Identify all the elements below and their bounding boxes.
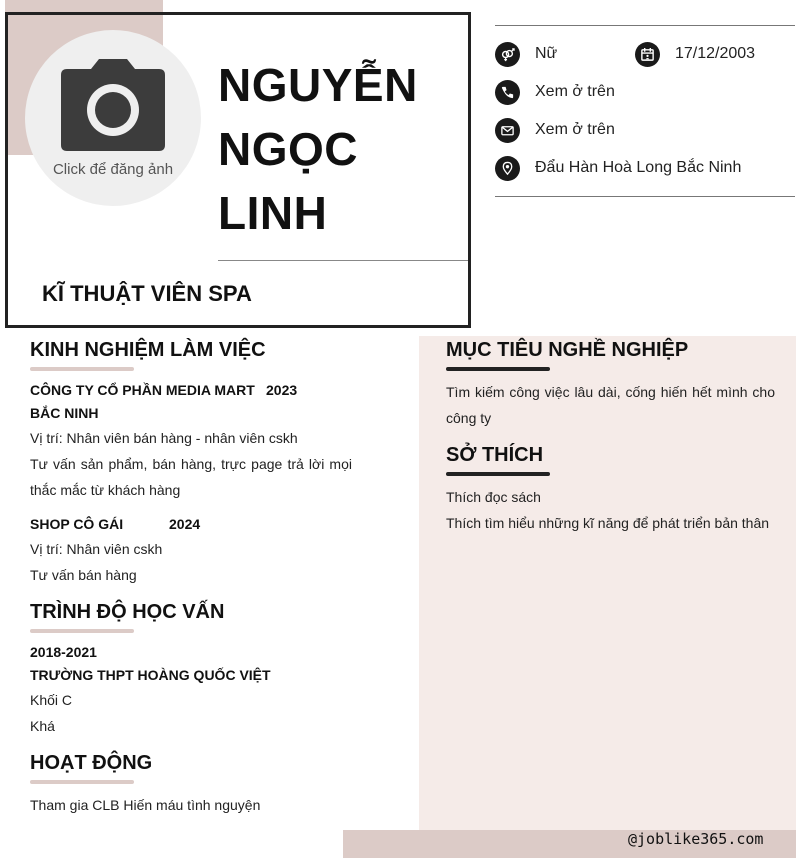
objective-title: MỤC TIÊU NGHỀ NGHIỆP (446, 339, 689, 361)
camera-icon (59, 59, 167, 151)
job-title: KĨ THUẬT VIÊN SPA (42, 281, 252, 306)
activity-item: Tham gia CLB Hiến máu tình nguyện (30, 797, 261, 813)
location-icon (495, 156, 520, 181)
job-1-company-line2: BẮC NINH (30, 405, 99, 421)
activities-underline (30, 780, 134, 784)
calendar-icon (635, 42, 660, 67)
name-line-2: NGỌC (218, 123, 358, 175)
job-1-company: CÔNG TY CỔ PHẦN MEDIA MART (30, 382, 255, 398)
education-school: TRƯỜNG THPT HOÀNG QUỐC VIỆT (30, 667, 271, 683)
gender-text: Nữ (535, 45, 558, 62)
email-icon (495, 118, 520, 143)
phone-icon (495, 80, 520, 105)
hobbies-underline (446, 472, 550, 476)
job-2-description: Tư vấn bán hàng (30, 567, 137, 583)
phone-text: Xem ở trên (535, 83, 615, 100)
activities-title: HOẠT ĐỘNG (30, 752, 153, 774)
footer-watermark: @joblike365.com (628, 830, 764, 848)
email-text: Xem ở trên (535, 121, 615, 138)
avatar-caption: Click để đăng ảnh (52, 160, 174, 178)
name-line-3: LINH (218, 187, 328, 239)
name-separator (218, 260, 468, 261)
contact-bottom-rule (495, 196, 795, 197)
objective-underline (446, 367, 550, 371)
job-2-year: 2024 (169, 516, 201, 532)
education-period: 2018-2021 (30, 644, 97, 660)
job-2-company: SHOP CÔ GÁI (30, 516, 124, 532)
objective-text: Tìm kiếm công việc lâu dài, cống hiến hết mình cho công ty (446, 384, 775, 426)
gender-icon (495, 42, 520, 67)
experience-underline (30, 367, 134, 371)
hobby-item: Thích tìm hiểu những kĩ năng để phát triển bản thân (446, 515, 770, 531)
education-grade: Khá (30, 718, 55, 734)
job-1-position: Vị trí: Nhân viên bán hàng - nhân viên cskh (30, 430, 298, 446)
job-2-position: Vị trí: Nhân viên cskh (30, 541, 163, 557)
name-line-1: NGUYỄN (218, 59, 418, 111)
education-major: Khối C (30, 692, 73, 708)
education-underline (30, 629, 134, 633)
experience-title: KINH NGHIỆM LÀM VIỆC (30, 339, 266, 361)
job-1-description: Tư vấn sản phẩm, bán hàng, trực page trả lời mọi thắc mắc từ khách hàng (30, 456, 352, 498)
hobby-item: Thích đọc sách (446, 489, 541, 505)
contact-top-rule (495, 25, 795, 26)
address-text: Đẩu Hàn Hoà Long Bắc Ninh (535, 159, 742, 176)
birthday-text: 17/12/2003 (675, 45, 756, 62)
hobbies-title: SỞ THÍCH (446, 444, 544, 466)
avatar-upload[interactable] (25, 30, 201, 206)
education-title: TRÌNH ĐỘ HỌC VẤN (30, 601, 225, 623)
job-1-year: 2023 (266, 382, 298, 398)
